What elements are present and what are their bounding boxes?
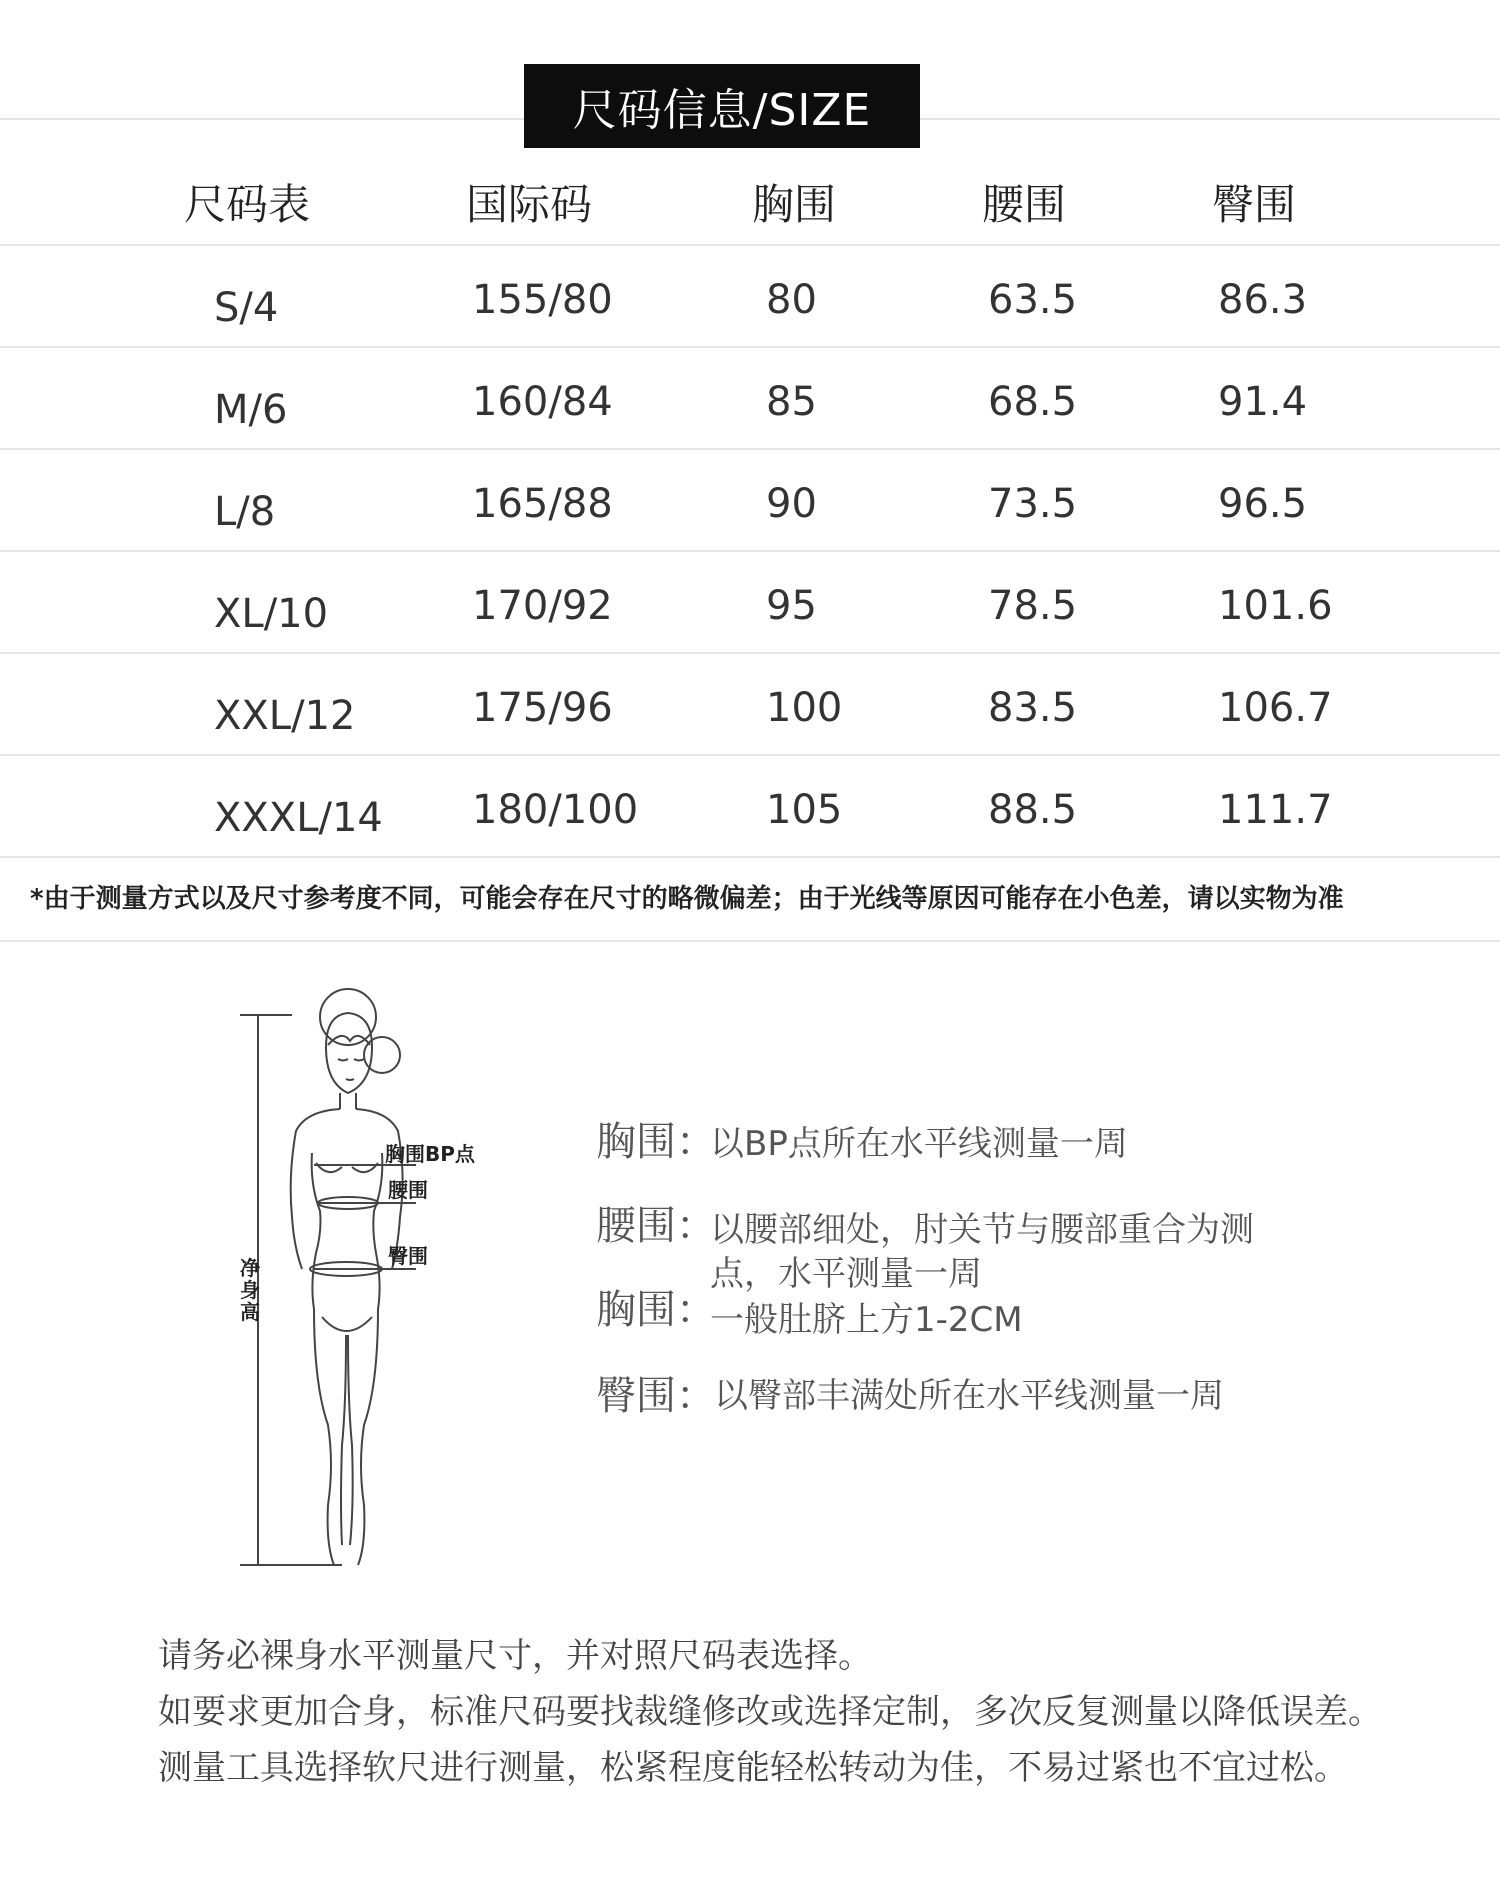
- cell-hip: 96.5: [1218, 481, 1308, 527]
- bust-instruction: [596, 1110, 1128, 1167]
- disclaimer-note: *由于测量方式以及尺寸参考度不同，可能会存在尺寸的略微偏差；由于光线等原因可能存在小色差，请以实物为准: [30, 883, 1344, 914]
- cell-hip: 106.7: [1218, 685, 1333, 731]
- bust2-instruction-label: 胸围：: [596, 1287, 716, 1333]
- header-size: 尺码表: [184, 180, 311, 229]
- tip-line: 如要求更加合身，标准尺码要找裁缝修改或选择定制，多次反复测量以降低误差。: [158, 1692, 1382, 1732]
- page-title: 尺码信息/SIZE: [524, 64, 920, 148]
- cell-bust: 105: [766, 787, 843, 833]
- cell-waist: 78.5: [988, 583, 1078, 629]
- waist-instruction-text-2: 点，水平测量一周: [710, 1254, 982, 1294]
- bust2-instruction-text: 一般肚脐上方1-2CM: [710, 1300, 1023, 1340]
- cell-waist: 83.5: [988, 685, 1078, 731]
- table-row: [0, 450, 1500, 552]
- height-label-char: 身: [240, 1278, 260, 1302]
- cell-bust: 85: [766, 379, 817, 425]
- cell-size: XXXL/14: [214, 795, 383, 841]
- note-divider: [0, 940, 1500, 942]
- cell-waist: 63.5: [988, 277, 1078, 323]
- cell-hip: 101.6: [1218, 583, 1333, 629]
- cell-size: M/6: [214, 387, 288, 433]
- cell-size: XL/10: [214, 591, 329, 637]
- cell-size: S/4: [214, 285, 279, 331]
- height-label-char: 高: [240, 1300, 260, 1324]
- measurement-tips: [158, 1628, 1458, 1796]
- cell-bust: 95: [766, 583, 817, 629]
- waist-instruction: [596, 1194, 1254, 1294]
- cell-bust: 90: [766, 481, 817, 527]
- size-table: [0, 160, 1500, 858]
- hip-instruction-label: 臀围：: [596, 1373, 716, 1419]
- cell-waist: 73.5: [988, 481, 1078, 527]
- hip-label: 臀围: [388, 1244, 428, 1268]
- tip-line: 测量工具选择软尺进行测量，松紧程度能轻松转动为佳，不易过紧也不宜过松。: [158, 1748, 1348, 1788]
- header-bust: 胸围: [752, 180, 837, 229]
- waist-label: 腰围: [388, 1178, 428, 1202]
- bust-bp-label: 胸围BP点: [385, 1142, 475, 1166]
- cell-intl-size: 165/88: [472, 481, 613, 527]
- bust2-instruction: [596, 1278, 1023, 1340]
- header-intl-size: 国际码: [466, 180, 593, 229]
- waist-instruction-text: 以腰部细处，肘关节与腰部重合为测: [710, 1210, 1254, 1250]
- cell-bust: 80: [766, 277, 817, 323]
- cell-waist: 88.5: [988, 787, 1078, 833]
- header-waist: 腰围: [982, 180, 1067, 229]
- cell-waist: 68.5: [988, 379, 1078, 425]
- cell-hip: 111.7: [1218, 787, 1333, 833]
- cell-intl-size: 175/96: [472, 685, 613, 731]
- table-row: [0, 246, 1500, 348]
- cell-size: L/8: [214, 489, 276, 535]
- hip-instruction: [596, 1364, 1224, 1421]
- hip-instruction-text: 以臀部丰满处所在水平线测量一周: [714, 1376, 1224, 1416]
- cell-intl-size: 180/100: [472, 787, 639, 833]
- cell-intl-size: 160/84: [472, 379, 613, 425]
- cell-hip: 91.4: [1218, 379, 1308, 425]
- header-hip: 臀围: [1212, 180, 1297, 229]
- table-row: [0, 552, 1500, 654]
- bust-instruction-text: 以BP点所在水平线测量一周: [710, 1124, 1128, 1164]
- cell-intl-size: 170/92: [472, 583, 613, 629]
- cell-intl-size: 155/80: [472, 277, 613, 323]
- body-measurement-figure: [230, 985, 530, 1575]
- table-row: [0, 348, 1500, 450]
- cell-size: XXL/12: [214, 693, 356, 739]
- table-row: [0, 654, 1500, 756]
- head-icon: [320, 989, 400, 1093]
- cell-bust: 100: [766, 685, 843, 731]
- tip-line: 请务必裸身水平测量尺寸，并对照尺码表选择。: [158, 1636, 872, 1676]
- cell-hip: 86.3: [1218, 277, 1308, 323]
- table-row: [0, 756, 1500, 858]
- table-header-row: [0, 160, 1500, 246]
- bust-instruction-label: 胸围：: [596, 1119, 716, 1165]
- height-label-char: 净: [240, 1256, 260, 1280]
- waist-instruction-label: 腰围：: [596, 1203, 716, 1249]
